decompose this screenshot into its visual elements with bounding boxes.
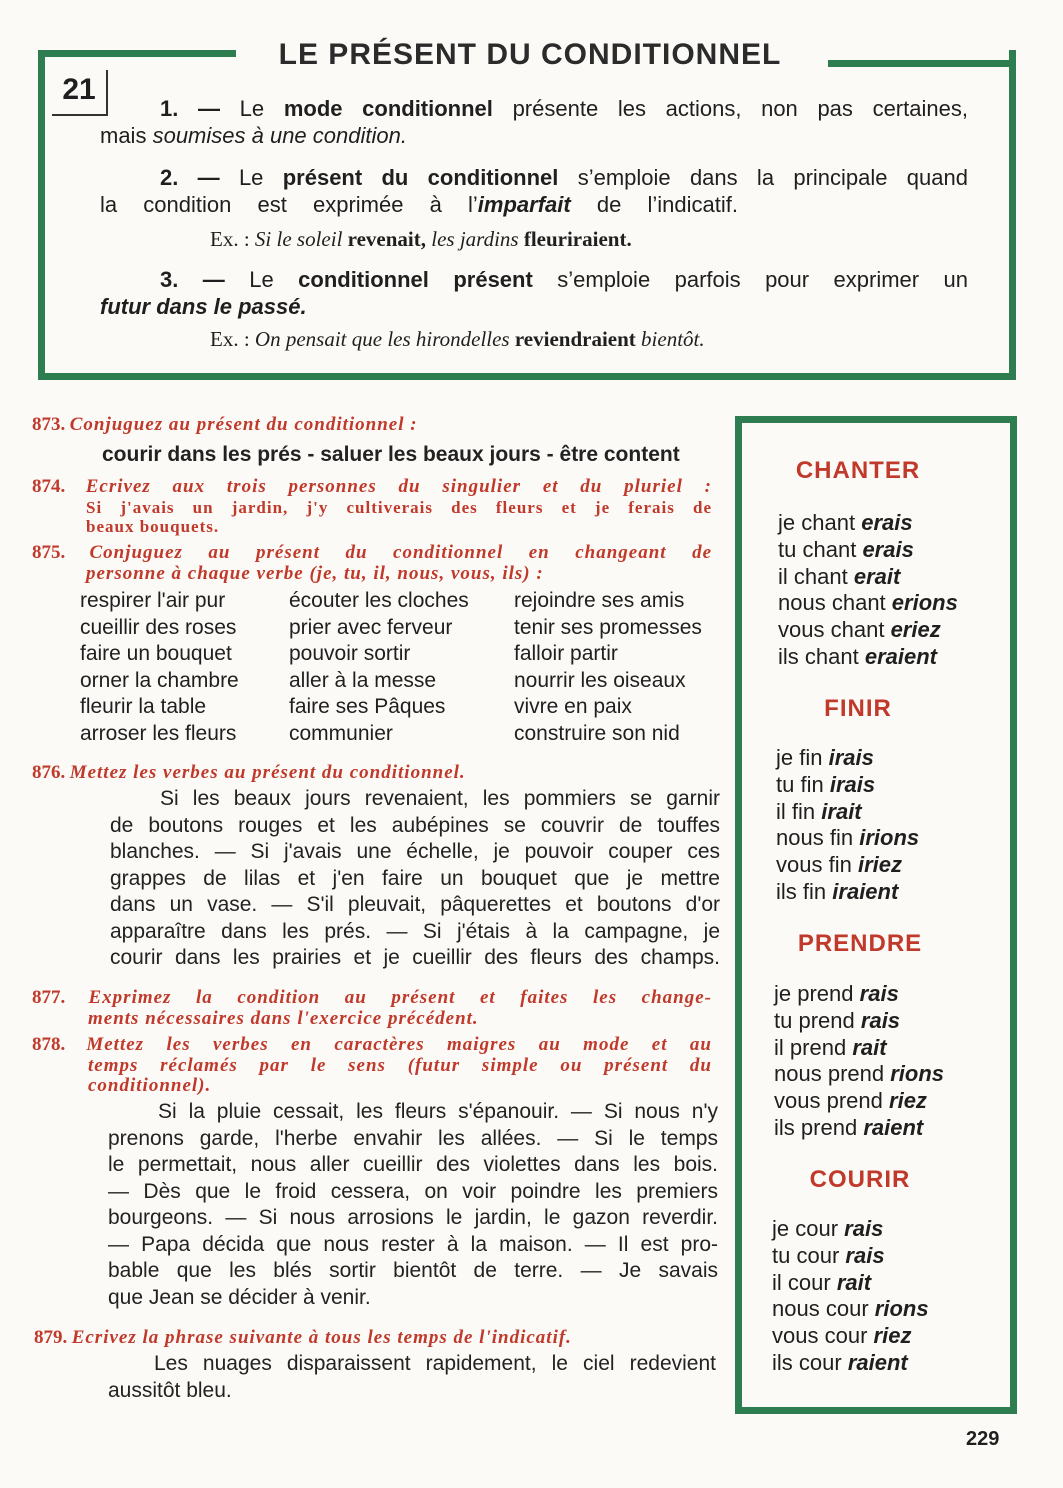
- stem: chant: [793, 563, 848, 589]
- exercise-number: 878.: [32, 1034, 66, 1055]
- verb-column-3: [514, 588, 724, 747]
- ending: irions: [859, 825, 920, 851]
- text-line: que Jean se décider à venir.: [108, 1285, 371, 1309]
- rule-1-italic: soumises à une condition.: [152, 123, 407, 148]
- conjugation-row: [772, 1216, 929, 1243]
- verb-phrase: rejoindre ses amis: [514, 589, 685, 612]
- exercise-873: [32, 414, 732, 436]
- exercise-number: 873.: [32, 414, 66, 435]
- page-number: 229: [966, 1428, 1000, 1450]
- stem: cour: [795, 1216, 839, 1241]
- conjugation-row: [774, 1035, 944, 1062]
- ending: rions: [874, 1296, 929, 1322]
- ending: erait: [853, 563, 901, 589]
- stem: fin: [800, 771, 824, 797]
- stem: cour: [825, 1296, 869, 1322]
- text-line: Si la pluie cessait, les fleurs s'épanouir. — Si nous n'y: [158, 1100, 718, 1123]
- exercise-879-text: [108, 1351, 716, 1404]
- stem: cour: [824, 1323, 868, 1349]
- ending: irais: [828, 745, 874, 770]
- exercise-instruction: personne à chaque verbe (je, tu, il, nous, vous, ils) :: [86, 563, 544, 584]
- text-line: Si les beaux jours revenaient, les pommiers se garnir: [160, 787, 720, 810]
- text-line: blanches. — Si j'avais une échelle, je pouvoir couper ces: [110, 840, 720, 863]
- stem: cour: [787, 1269, 831, 1295]
- pronoun: ils: [774, 1114, 795, 1140]
- verb-phrase: construire son nid: [514, 721, 680, 745]
- verb-phrase: respirer l'air pur: [80, 589, 226, 612]
- example-text: Si le soleil: [254, 227, 343, 251]
- text-line: de boutons rouges et les aubépines se couvrir de touffes: [110, 813, 720, 837]
- conjugation-row: [778, 590, 958, 617]
- pronoun: nous: [774, 1061, 822, 1087]
- conjugation-row: [776, 879, 919, 906]
- exercise-instruction: Conjuguez au présent du conditionnel :: [69, 414, 418, 435]
- stem: chant: [831, 590, 886, 616]
- verb-heading-courir: COURIR: [809, 1166, 911, 1193]
- exercise-number: 877.: [32, 987, 66, 1008]
- conjugation-row: [776, 825, 919, 852]
- text-line: apparaître dans les prés. — Si j'étais à la campagne, je: [110, 919, 720, 943]
- conjugation-row: [778, 537, 958, 564]
- exercise-874-line: Si j'avais un jardin, j'y cultiverais des fleurs et je ferais de: [86, 498, 712, 517]
- example-label: Ex. :: [210, 227, 250, 251]
- verb-phrase: communier: [289, 721, 393, 745]
- pronoun: il: [778, 563, 788, 589]
- rule-1-text-b: présente les actions, non pas certaines,: [512, 96, 968, 121]
- rule-3-text-a: Le: [249, 267, 274, 292]
- ending: irait: [821, 798, 862, 824]
- ending: rais: [844, 1216, 884, 1241]
- conjugation-row: [778, 644, 958, 671]
- pronoun: il: [776, 798, 786, 824]
- stem: chant: [802, 536, 857, 562]
- exercise-instruction: conditionnel).: [88, 1075, 212, 1096]
- pronoun: ils: [778, 643, 799, 669]
- pronoun: je: [772, 1216, 790, 1241]
- pronoun: il: [774, 1034, 784, 1060]
- exercise-instruction: Exprimez la condition au présent et faites les change-: [88, 987, 712, 1008]
- exercise-873-text: courir dans les prés - saluer les beaux jours - être content: [102, 443, 680, 466]
- exercise-874: [32, 476, 712, 536]
- pronoun: je: [778, 510, 796, 535]
- verb-phrase: écouter les cloches: [289, 589, 469, 612]
- stem: chant: [801, 510, 856, 535]
- conjugation-row: [778, 564, 958, 591]
- stem: fin: [802, 878, 827, 904]
- rule-1: [100, 95, 968, 149]
- exercise-number: 875.: [32, 542, 66, 563]
- text-line: — Dès que le froid cessera, on voir poindre les premiers: [108, 1179, 718, 1203]
- rule-1-text-a: Le: [239, 96, 265, 121]
- verb-phrase: faire un bouquet: [80, 642, 232, 665]
- verb-phrase: aller à la messe: [289, 668, 437, 692]
- text-line: aussitôt bleu.: [108, 1378, 232, 1402]
- exercise-instruction: Mettez les verbes au présent du conditionnel.: [69, 762, 466, 783]
- exercise-instruction: Ecrivez aux trois personnes du singulier et du pluriel :: [85, 476, 712, 497]
- ending: riez: [889, 1088, 927, 1114]
- ending: erais: [862, 536, 914, 562]
- rule-1-number: 1. —: [160, 96, 221, 121]
- verb-phrase: arroser les fleurs: [80, 721, 237, 745]
- ending: iraient: [832, 878, 899, 904]
- pronoun: vous: [774, 1088, 821, 1114]
- ending: rait: [852, 1034, 887, 1060]
- exercise-874-line: beaux bouquets.: [86, 517, 220, 536]
- verb-heading-finir: FINIR: [824, 695, 892, 722]
- verb-phrase: tenir ses promesses: [514, 615, 702, 639]
- rule-2: [100, 164, 968, 218]
- stem: fin: [791, 798, 816, 824]
- verb-heading-prendre: PRENDRE: [797, 930, 923, 957]
- ending: raient: [863, 1114, 924, 1140]
- stem: chant: [804, 643, 859, 669]
- conjugation-prendre: [774, 981, 944, 1142]
- pronoun: je: [774, 981, 792, 1006]
- lesson-number: 21: [52, 70, 108, 116]
- rule-2-number: 2. —: [160, 165, 220, 190]
- text-line: prenons garde, l'herbe envahir les allées. — Si le temps: [108, 1126, 718, 1150]
- verb-phrase: faire ses Pâques: [289, 695, 446, 718]
- pronoun: vous: [778, 617, 825, 643]
- exercise-instruction: Mettez les verbes en caractères maigres au mode et au: [86, 1034, 712, 1055]
- text-line: grappes de lilas et j'en faire un bouquet que je mettre: [110, 866, 720, 890]
- ending: rais: [860, 1007, 901, 1033]
- verb-phrase: prier avec ferveur: [289, 615, 453, 639]
- verb-phrase: vivre en paix: [514, 695, 632, 718]
- text-line: bourgeons. — Si nous arrosions le jardin, le gazon reverdir.: [108, 1206, 718, 1229]
- stem: chant: [830, 617, 885, 643]
- conjugation-row: [774, 1115, 944, 1142]
- conjugation-row: [778, 510, 958, 537]
- stem: prend: [798, 1007, 855, 1033]
- text-line: courir dans les prairies et je cueillir des fleurs des champs.: [110, 946, 720, 969]
- ending: rais: [859, 981, 899, 1006]
- conjugation-row: [772, 1243, 929, 1270]
- ending: irais: [829, 771, 876, 797]
- conjugation-row: [776, 772, 919, 799]
- exercise-instruction: Ecrivez la phrase suivante à tous les temps de l'indicatif.: [71, 1327, 572, 1348]
- text-line: dans un vase. — S'il pleuvait, pâquerettes et boutons d'or: [110, 893, 720, 916]
- conjugation-row: [772, 1323, 929, 1350]
- exercise-878-text: [108, 1099, 718, 1311]
- rule-1-bold: mode conditionnel: [283, 96, 493, 121]
- ending: rions: [890, 1061, 945, 1087]
- exercise-instruction: Conjuguez au présent du conditionnel en changeant de: [89, 542, 712, 563]
- rule-3-bold: conditionnel présent: [298, 267, 533, 292]
- conjugation-row: [774, 1088, 944, 1115]
- pronoun: vous: [776, 852, 823, 878]
- verb-column-2: [289, 588, 499, 747]
- pronoun: nous: [776, 825, 824, 851]
- stem: prend: [800, 1114, 858, 1140]
- verb-phrase: orner la chambre: [80, 668, 239, 692]
- stem: fin: [828, 852, 852, 878]
- rule-2-example: [210, 227, 632, 252]
- text-line: — Papa décida que nous rester à la maison. — Il est pro-: [108, 1232, 718, 1256]
- ending: riez: [873, 1323, 912, 1349]
- rule-2-bold: présent du conditionnel: [282, 165, 559, 190]
- example-text: les jardins: [431, 227, 519, 251]
- rule-3-text-b: s’emploie parfois pour exprimer un: [557, 267, 968, 292]
- conjugation-row: [776, 799, 919, 826]
- conjugation-row: [774, 1008, 944, 1035]
- verb-phrase: pouvoir sortir: [289, 642, 411, 665]
- pronoun: ils: [776, 878, 797, 904]
- example-text: On pensait que les hirondelles: [254, 327, 510, 351]
- ending: eraient: [864, 643, 938, 669]
- example-verb: revenait,: [347, 227, 427, 251]
- verb-phrase: cueillir des roses: [80, 615, 237, 639]
- conjugation-row: [776, 745, 919, 772]
- text-line: bable que les blés sortir bientôt de terre. — Je savais: [108, 1259, 718, 1282]
- verb-phrase: nourrir les oiseaux: [514, 668, 686, 692]
- exercise-instruction: temps réclamés par le sens (futur simple ou présent du: [88, 1055, 712, 1076]
- stem: cour: [798, 1349, 842, 1375]
- pronoun: il: [772, 1269, 782, 1295]
- ending: eriez: [890, 617, 941, 643]
- rule-2-text-d: de l’indicatif.: [596, 192, 738, 217]
- stem: prend: [789, 1034, 847, 1060]
- pronoun: tu: [778, 536, 797, 562]
- conjugation-row: [774, 1061, 944, 1088]
- verb-phrase: falloir partir: [514, 642, 618, 665]
- conjugation-row: [776, 852, 919, 879]
- example-verb: fleuriraient.: [523, 227, 632, 251]
- exercise-number: 876.: [32, 762, 66, 783]
- conjugation-row: [772, 1296, 929, 1323]
- verb-phrase: fleurir la table: [80, 695, 207, 718]
- pronoun: je: [776, 745, 794, 770]
- ending: raient: [847, 1349, 908, 1375]
- ending: rait: [836, 1269, 872, 1295]
- rule-3-example: [210, 327, 705, 352]
- exercise-number: 879.: [34, 1327, 68, 1348]
- example-text: bientôt.: [641, 327, 705, 351]
- ending: erais: [861, 510, 913, 535]
- example-verb: reviendraient: [514, 327, 636, 351]
- rule-2-text-a: Le: [238, 165, 264, 190]
- ending: erions: [891, 590, 958, 616]
- exercise-instruction: ments nécessaires dans l'exercice précédent.: [88, 1008, 479, 1029]
- page-title: LE PRÉSENT DU CONDITIONNEL: [278, 38, 782, 71]
- conjugation-row: [778, 617, 958, 644]
- stem: prend: [826, 1088, 883, 1114]
- pronoun: vous: [772, 1323, 819, 1349]
- conjugation-row: [772, 1350, 929, 1377]
- exercise-876-text: [110, 786, 720, 972]
- pronoun: tu: [774, 1007, 793, 1033]
- conjugation-row: [774, 981, 944, 1008]
- pronoun: nous: [778, 590, 826, 616]
- exercise-879: [34, 1327, 724, 1349]
- stem: fin: [829, 825, 854, 851]
- pronoun: tu: [776, 771, 795, 797]
- conjugation-row: [772, 1270, 929, 1297]
- ending: iriez: [857, 852, 903, 878]
- exercise-875: [32, 542, 712, 584]
- text-line: Les nuages disparaissent rapidement, le ciel redevient: [154, 1352, 716, 1375]
- verb-heading-chanter: CHANTER: [795, 457, 921, 484]
- conjugation-courir: [772, 1216, 929, 1377]
- conjugation-chanter: [778, 510, 958, 671]
- pronoun: ils: [772, 1349, 793, 1375]
- exercise-number: 874.: [32, 476, 66, 497]
- pronoun: tu: [772, 1242, 791, 1268]
- exercise-878: [32, 1034, 712, 1096]
- exercise-877: [32, 987, 712, 1029]
- pronoun: nous: [772, 1296, 820, 1322]
- exercise-876: [32, 762, 712, 784]
- stem: cour: [796, 1242, 840, 1268]
- stem: prend: [827, 1061, 885, 1087]
- verb-column-1: [80, 588, 280, 747]
- rule-3-number: 3. —: [160, 267, 225, 292]
- rule-2-italic: imparfait: [477, 192, 571, 217]
- rule-1-text-c: mais: [100, 123, 147, 148]
- rule-2-text-b: s’emploie dans la principale quand: [577, 165, 968, 190]
- text-line: le permettait, nous aller cueillir des violettes dans les bois.: [108, 1153, 718, 1176]
- example-label: Ex. :: [210, 327, 250, 351]
- stem: fin: [799, 745, 823, 770]
- stem: prend: [797, 981, 854, 1006]
- ending: rais: [845, 1242, 885, 1268]
- conjugation-finir: [776, 745, 919, 906]
- rule-3: [100, 266, 968, 320]
- rule-2-text-c: la condition est exprimée à l’: [100, 192, 478, 217]
- rule-3-italic: futur dans le passé.: [100, 294, 307, 319]
